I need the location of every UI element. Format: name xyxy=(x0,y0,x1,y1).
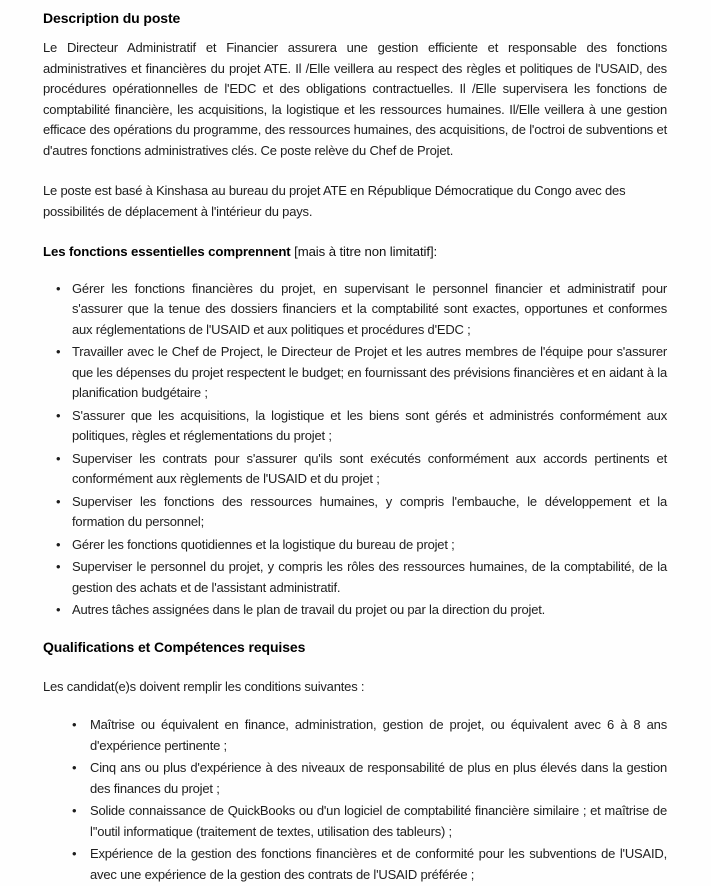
functions-heading-note: [mais à titre non limitatif]: xyxy=(290,244,438,259)
list-item: • Superviser le personnel du projet, y compris les rôles des ressources humaines, de la comptabilité, de la gestion des achats et de l'assistant administratif. xyxy=(43,557,667,598)
list-item: • Travailler avec le Chef de Project, le Directeur de Projet et les autres membres de l'équipe pour s'assurer que les dépenses du projet respectent le budget; en fournissant des prévisions financières et en aidant à la planification budgétaire ; xyxy=(43,342,667,404)
qualifications-list xyxy=(43,715,667,885)
list-item: • Cinq ans ou plus d'expérience à des niveaux de responsabilité de plus en plus élevés dans la gestion des finances du projet ; xyxy=(43,758,667,799)
qualifications-heading: Qualifications et Compétences requises xyxy=(43,638,306,655)
functions-list xyxy=(43,279,667,621)
qualifications-intro: Les candidat(e)s doivent remplir les conditions suivantes : xyxy=(43,678,365,694)
list-item: • Gérer les fonctions financières du projet, en supervisant le personnel financier et administratif pour s'assurer que la tenue des dossiers financiers et la comptabilité sont exactes, opportunes et conformes aux réglementations de l'USAID et aux politiques et procédures d'EDC ; xyxy=(43,279,667,341)
list-item: • S'assurer que les acquisitions, la logistique et les biens sont gérés et administrés conformément aux politiques, règles et réglementations du projet ; xyxy=(43,406,667,447)
functions-heading-bold: Les fonctions essentielles comprennent xyxy=(43,244,291,259)
list-item: • Maîtrise ou équivalent en finance, administration, gestion de projet, ou équivalent avec 6 à 8 ans d'expérience pertinente ; xyxy=(43,715,667,756)
list-item: • Expérience de la gestion des fonctions financières et de conformité pour les subventions de l'USAID, avec une expérience de la gestion des contrats de l'USAID préférée ; xyxy=(43,844,667,885)
list-item: • Gérer les fonctions quotidiennes et la logistique du bureau de projet ; xyxy=(43,535,667,556)
functions-heading xyxy=(43,242,667,263)
list-item: • Solide connaissance de QuickBooks ou d'un logiciel de comptabilité financière similaire ; et maîtrise de l''outil informatique (traitement de textes, utilisation des tableurs) ; xyxy=(43,801,667,842)
list-item: • Superviser les contrats pour s'assurer qu'ils sont exécutés conformément aux accords pertinents et conformément aux règlements de l'USAID et du projet ; xyxy=(43,449,667,490)
document-title: Description du poste xyxy=(43,10,181,26)
intro-paragraph: Le Directeur Administratif et Financier assurera une gestion efficiente et responsable des fonctions administratives et financières du projet ATE. Il /Elle veillera au respect des règles et politiques de l'USAID, des procédures opérationnelles de l'EDC et des obligations contractuelles. Il /Elle supervisera les fonctions de comptabilité financière, les acquisitions, la logistique et les ressources humaines. Il/Elle veillera à une gestion efficace des opérations du programme, des ressources humaines, des acquisitions, de l'octroi de subventions et d'autres fonctions administratives clés. Ce poste relève du Chef de Projet. xyxy=(43,40,667,158)
list-item: • Autres tâches assignées dans le plan de travail du projet ou par la direction du projet. xyxy=(43,600,667,621)
list-item: • Superviser les fonctions des ressources humaines, y compris l'embauche, le développement et la formation du personnel; xyxy=(43,492,667,533)
location-paragraph: Le poste est basé à Kinshasa au bureau du projet ATE en République Démocratique du Congo avec des possibilités de déplacement à l'intérieur du pays. xyxy=(43,183,626,219)
